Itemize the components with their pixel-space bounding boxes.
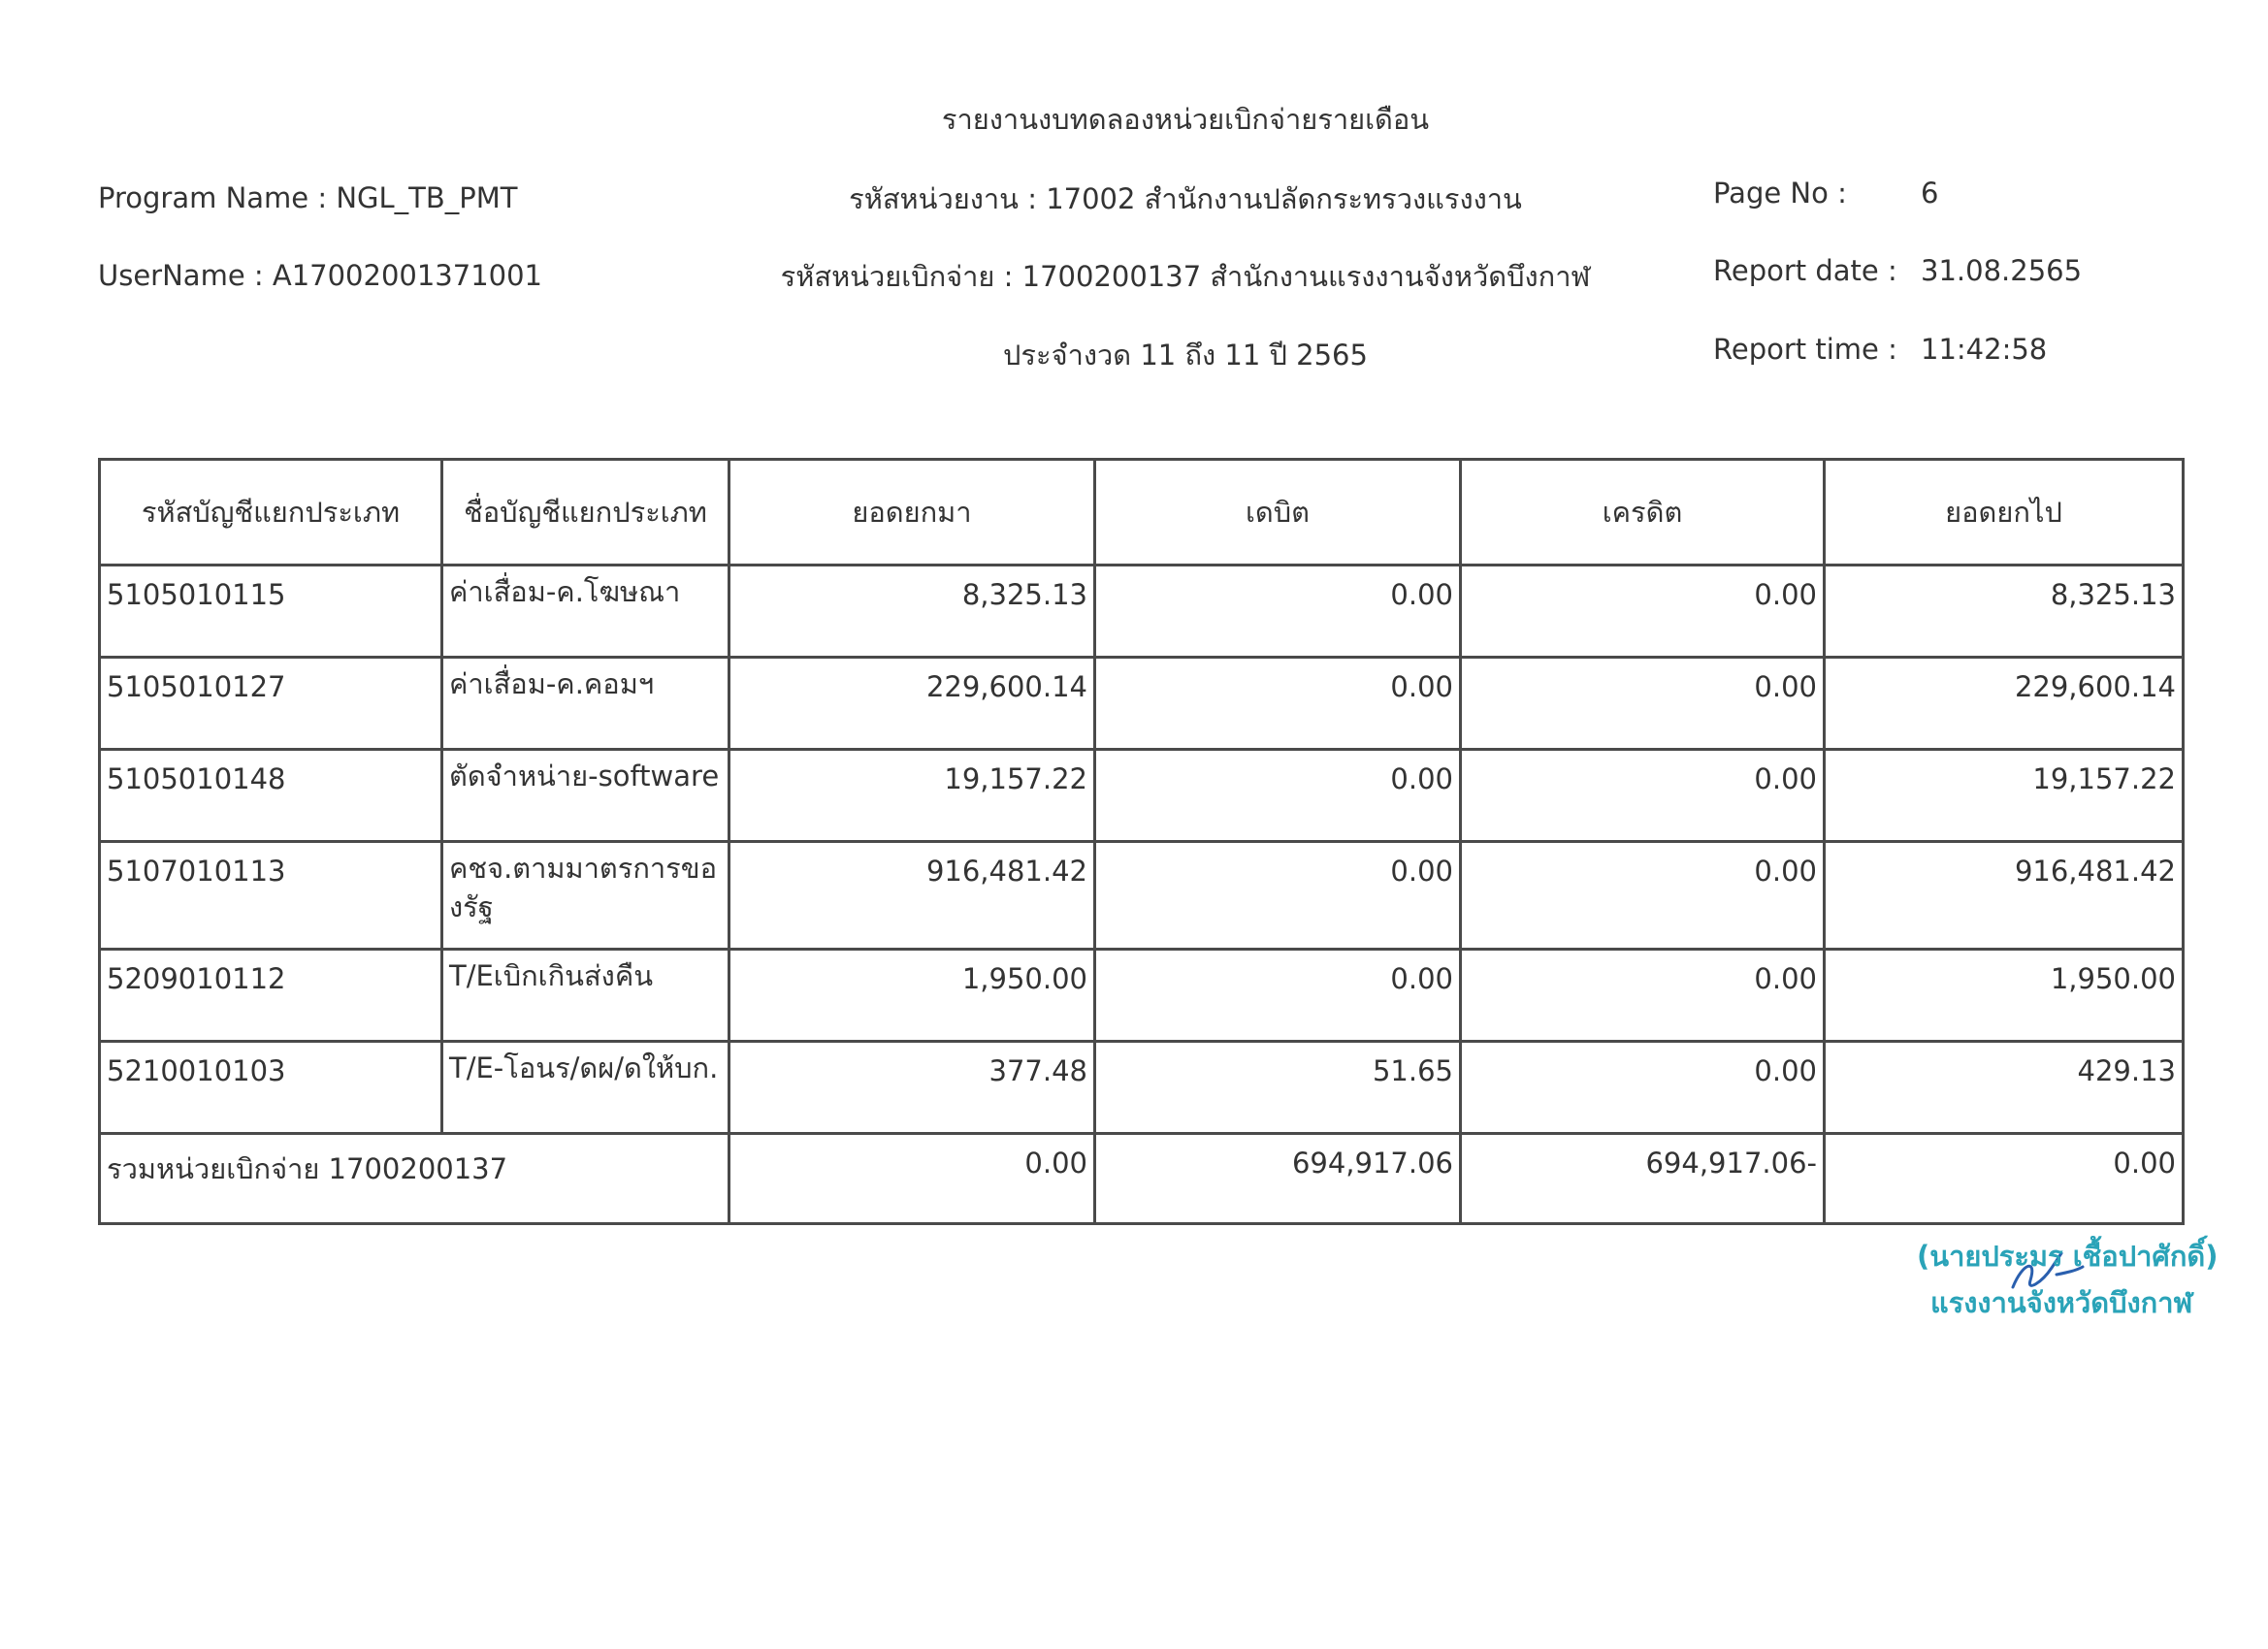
total-credit: 694,917.06- [1461, 1134, 1825, 1224]
account-code-cell: 5105010115 [100, 566, 442, 658]
table-header-row [100, 460, 2184, 566]
table-row [100, 750, 2184, 842]
signer-name: (นายประมร เชื้อปาศักดิ์) [1917, 1240, 2219, 1273]
trial-balance-table [98, 458, 2185, 1225]
page-no-value: 6 [1921, 177, 1939, 210]
debit-cell: 0.00 [1095, 950, 1461, 1042]
program-name: Program Name : NGL_TB_PMT [98, 181, 518, 214]
header-credit: เครดิต [1461, 460, 1825, 566]
carried-forward-cell: 429.13 [1825, 1042, 2184, 1134]
total-carried-forward: 0.00 [1825, 1134, 2184, 1224]
account-name-cell: ค่าเสื่อม-ค.คอมฯ [442, 658, 729, 750]
header-debit: เดบิต [1095, 460, 1461, 566]
header-carried-forward: ยอดยกไป [1825, 460, 2184, 566]
carried-forward-cell: 8,325.13 [1825, 566, 2184, 658]
carried-forward-cell: 916,481.42 [1825, 842, 2184, 950]
report-period: ประจำงวด 11 ถึง 11 ปี 2565 [1003, 339, 1368, 372]
debit-cell: 0.00 [1095, 658, 1461, 750]
header-account-name: ชื่อบัญชีแยกประเภท [442, 460, 729, 566]
total-brought-forward: 0.00 [729, 1134, 1095, 1224]
debit-cell: 0.00 [1095, 750, 1461, 842]
credit-cell: 0.00 [1461, 566, 1825, 658]
account-name-cell: T/E-โอนร/ดผ/ดให้บก. [442, 1042, 729, 1134]
report-title: รายงานงบทดลองหน่วยเบิกจ่ายรายเดือน [941, 103, 1430, 136]
account-code-cell: 5210010103 [100, 1042, 442, 1134]
page-no-label: Page No : [1713, 177, 1847, 210]
table-row [100, 842, 2184, 950]
table-row [100, 566, 2184, 658]
account-code-cell: 5209010112 [100, 950, 442, 1042]
credit-cell: 0.00 [1461, 842, 1825, 950]
account-code-cell: 5105010127 [100, 658, 442, 750]
account-name-cell: ค่าเสื่อม-ค.โฆษณา [442, 566, 729, 658]
brought-forward-cell: 19,157.22 [729, 750, 1095, 842]
report-date-value: 31.08.2565 [1921, 254, 2083, 287]
account-code-cell: 5105010148 [100, 750, 442, 842]
table-row [100, 950, 2184, 1042]
debit-cell: 0.00 [1095, 842, 1461, 950]
debit-cell: 51.65 [1095, 1042, 1461, 1134]
header-account-code: รหัสบัญชีแยกประเภท [100, 460, 442, 566]
credit-cell: 0.00 [1461, 750, 1825, 842]
signer-position: แรงงานจังหวัดบึงกาฬ [1930, 1286, 2193, 1319]
agency-code: รหัสหน่วยงาน : 17002 สำนักงานปลัดกระทรวงแรงงาน [849, 182, 1522, 215]
disbursing-unit: รหัสหน่วยเบิกจ่าย : 1700200137 สำนักงานแรงงานจังหวัดบึงกาฬ [780, 260, 1591, 293]
brought-forward-cell: 377.48 [729, 1042, 1095, 1134]
brought-forward-cell: 229,600.14 [729, 658, 1095, 750]
report-time-value: 11:42:58 [1921, 333, 2048, 366]
total-row [100, 1134, 2184, 1224]
account-name-cell: ตัดจำหน่าย-software [442, 750, 729, 842]
report-date-label: Report date : [1713, 254, 1897, 287]
username: UserName : A17002001371001 [98, 259, 543, 292]
account-name-cell: T/Eเบิกเกินส่งคืน [442, 950, 729, 1042]
table-row [100, 658, 2184, 750]
total-label: รวมหน่วยเบิกจ่าย 1700200137 [100, 1134, 729, 1224]
brought-forward-cell: 1,950.00 [729, 950, 1095, 1042]
brought-forward-cell: 8,325.13 [729, 566, 1095, 658]
table-row [100, 1042, 2184, 1134]
account-code-cell: 5107010113 [100, 842, 442, 950]
report-time-label: Report time : [1713, 333, 1897, 366]
account-name-cell: คชจ.ตามมาตรการของรัฐ [442, 842, 729, 950]
brought-forward-cell: 916,481.42 [729, 842, 1095, 950]
carried-forward-cell: 19,157.22 [1825, 750, 2184, 842]
header-brought-forward: ยอดยกมา [729, 460, 1095, 566]
carried-forward-cell: 229,600.14 [1825, 658, 2184, 750]
credit-cell: 0.00 [1461, 1042, 1825, 1134]
carried-forward-cell: 1,950.00 [1825, 950, 2184, 1042]
total-debit: 694,917.06 [1095, 1134, 1461, 1224]
debit-cell: 0.00 [1095, 566, 1461, 658]
credit-cell: 0.00 [1461, 658, 1825, 750]
credit-cell: 0.00 [1461, 950, 1825, 1042]
